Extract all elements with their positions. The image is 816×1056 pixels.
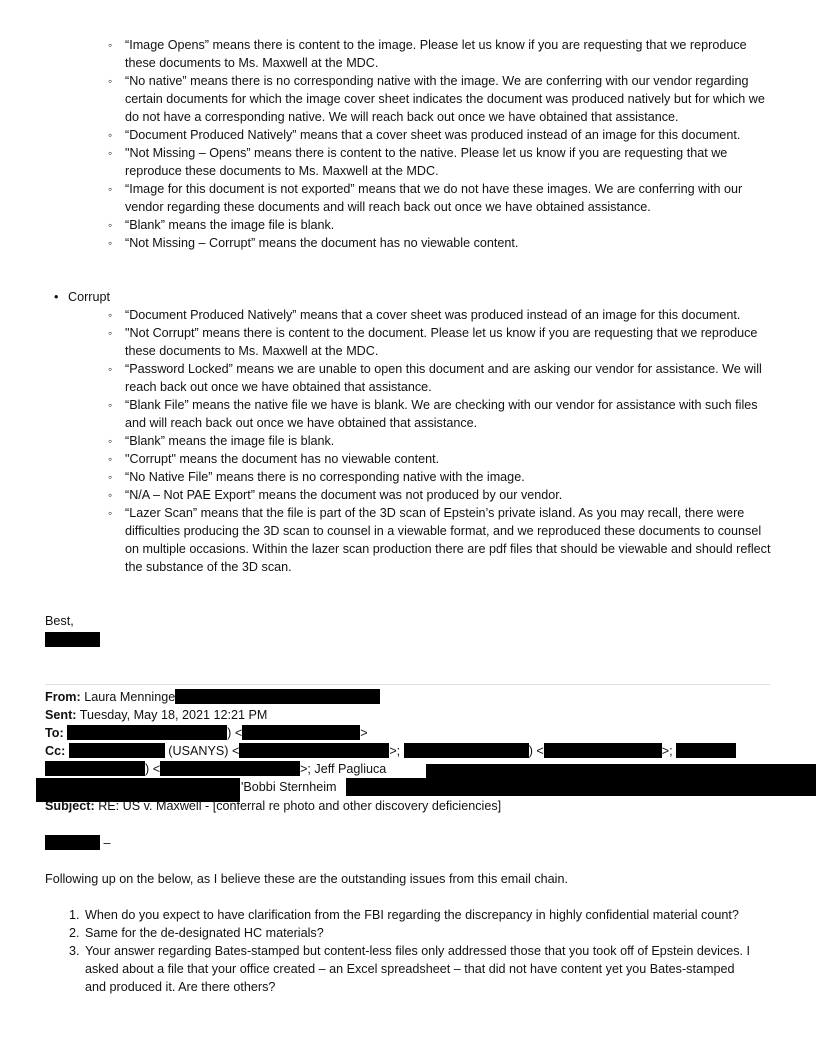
to-end: > bbox=[360, 726, 368, 740]
cc-text: >; bbox=[389, 744, 401, 758]
subject-label: Subject: bbox=[45, 799, 95, 813]
cc-text: ) < bbox=[528, 744, 544, 758]
redaction bbox=[676, 743, 736, 758]
email-header-from bbox=[45, 688, 785, 706]
list-item bbox=[69, 924, 755, 942]
redaction bbox=[45, 761, 145, 776]
divider bbox=[45, 684, 770, 685]
list-item: ◦ “Blank” means the image file is blank. bbox=[108, 432, 778, 450]
sent-label: Sent: bbox=[45, 708, 77, 722]
list-item: ◦ “Not Missing – Corrupt” means the document has no viewable content. bbox=[108, 234, 778, 252]
redaction bbox=[239, 743, 389, 758]
to-label: To: bbox=[45, 726, 64, 740]
cc-text: ) < bbox=[145, 762, 161, 776]
redacted-signature bbox=[45, 632, 100, 647]
cc-text: >; Jeff Pagliuca bbox=[300, 762, 387, 776]
list-item: ◦ "Corrupt" means the document has no viewable content. bbox=[108, 450, 778, 468]
cc-text: (USANYS) < bbox=[168, 744, 240, 758]
list-item: ◦ “Lazer Scan” means that the file is part of the 3D scan of Epstein’s private island. As you may recall, there were difficulties producing the 3D scan to counsel in a viewable format, and we reproduced these documents to counsel on multiple occasions. Within the lazer scan production there are pdf files that should be viewable and should reflect the substance of the 3D scan. bbox=[108, 504, 778, 576]
redaction bbox=[242, 725, 360, 740]
question-text: Same for the de-designated HC materials? bbox=[85, 926, 324, 940]
list-item: ◦ “Password Locked” means we are unable to open this document and are asking our vendor for assistance. We will reach back out once we have obtained that assistance. bbox=[108, 360, 778, 396]
list-item: ◦ “Image for this document is not exported” means that we do not have these images. We are conferring with our vendor regarding these documents and will reach back out once we have obtained assistance. bbox=[108, 180, 778, 216]
questions-list bbox=[69, 906, 755, 996]
corrupt-definitions-list bbox=[108, 306, 778, 576]
list-item: ◦ “Image Opens” means there is content to the image. Please let us know if you are requesting that we reproduce these documents to Ms. Maxwell at the MDC. bbox=[108, 36, 778, 72]
greeting bbox=[45, 834, 111, 852]
subject-value: RE: US v. Maxwell - [conferral re photo and other discovery deficiencies] bbox=[98, 799, 502, 813]
from-label: From: bbox=[45, 690, 81, 704]
redaction bbox=[544, 743, 662, 758]
redaction bbox=[69, 743, 165, 758]
list-item bbox=[69, 906, 755, 924]
sent-value: Tuesday, May 18, 2021 12:21 PM bbox=[79, 708, 268, 722]
list-item: ◦ “Document Produced Natively” means that a cover sheet was produced instead of an image for this document. bbox=[108, 306, 778, 324]
list-item: ◦ “Blank File” means the native file we have is blank. We are checking with our vendor for assistance with such files and will reach back out once we have obtained that assistance. bbox=[108, 396, 778, 432]
list-item: ◦ “Blank” means the image file is blank. bbox=[108, 216, 778, 234]
list-item: ◦ “No native” means there is no corresponding native with the image. We are conferring with our vendor regarding certain documents for which the image cover sheet indicates the document was produced natively but for which we do not have a corresponding native. We will reach back out once we have obtained that assistance. bbox=[108, 72, 778, 126]
email-header-sent bbox=[45, 706, 267, 724]
redaction bbox=[160, 761, 300, 776]
email-header-cc-line3 bbox=[241, 778, 337, 796]
from-value: Laura Menninge bbox=[84, 690, 176, 704]
greeting-dash: – bbox=[103, 836, 111, 850]
list-item: ◦ “Document Produced Natively” means that a cover sheet was produced instead of an image for this document. bbox=[108, 126, 778, 144]
redaction bbox=[175, 689, 380, 704]
email-header-subject bbox=[45, 797, 501, 815]
list-item bbox=[69, 942, 755, 996]
list-number: 3. bbox=[69, 944, 80, 958]
email-header-cc bbox=[45, 742, 736, 760]
email-header-cc-line2 bbox=[45, 760, 386, 778]
cc-text: 'Bobbi Sternheim bbox=[241, 780, 337, 794]
redaction bbox=[404, 743, 529, 758]
redaction bbox=[45, 835, 100, 850]
question-text: Your answer regarding Bates-stamped but content-less files only addressed those that you took off of Epstein devices. I asked about a file that your office created – an Excel spreadsheet – that did not have content yet you Bates-stamped and produced it. Are there others? bbox=[85, 944, 751, 994]
list-number: 1. bbox=[69, 908, 80, 922]
signoff: Best, bbox=[45, 614, 74, 628]
email-header-to bbox=[45, 724, 368, 742]
redaction bbox=[346, 778, 816, 796]
list-item: ◦ "Not Missing – Opens” means there is content to the native. Please let us know if you are requesting that we reproduce these documents to Ms. Maxwell at the MDC. bbox=[108, 144, 778, 180]
corrupt-heading: • Corrupt bbox=[68, 288, 110, 306]
question-text: When do you expect to have clarification from the FBI regarding the discrepancy in highly confidential material count? bbox=[85, 908, 739, 922]
list-item: ◦ “N/A – Not PAE Export” means the document was not produced by our vendor. bbox=[108, 486, 778, 504]
cc-label: Cc: bbox=[45, 744, 66, 758]
cc-text: >; bbox=[661, 744, 673, 758]
intro-paragraph: Following up on the below, as I believe these are the outstanding issues from this email chain. bbox=[45, 872, 568, 886]
list-item: ◦ “No Native File” means there is no corresponding native with the image. bbox=[108, 468, 778, 486]
list-number: 2. bbox=[69, 926, 80, 940]
image-opens-definitions-list bbox=[108, 36, 778, 252]
redaction bbox=[67, 725, 227, 740]
to-value: ) < bbox=[227, 726, 243, 740]
list-item: ◦ "Not Corrupt” means there is content to the document. Please let us know if you are requesting that we reproduce these documents to Ms. Maxwell at the MDC. bbox=[108, 324, 778, 360]
